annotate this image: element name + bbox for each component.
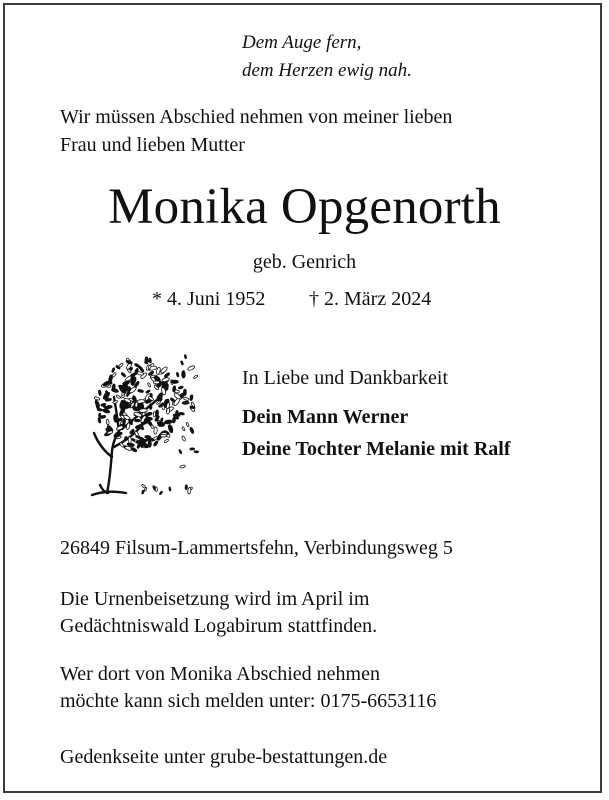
memorial-website: Gedenkseite unter grube-bestattungen.de bbox=[60, 746, 388, 768]
intro-line-1: Wir müssen Abschied nehmen von meiner lieben bbox=[60, 106, 453, 128]
contact-line-2: möchte kann sich melden unter: 0175-6653116 bbox=[60, 690, 437, 712]
mourners-heading: In Liebe und Dankbarkeit bbox=[242, 367, 449, 389]
burial-line-1: Die Urnenbeisetzung wird im April im bbox=[60, 588, 370, 610]
death-date: † 2. März 2024 bbox=[309, 288, 432, 310]
windblown-tree-icon bbox=[74, 347, 204, 497]
deceased-name: Monika Opgenorth bbox=[108, 179, 501, 235]
intro-line-2: Frau und lieben Mutter bbox=[60, 134, 245, 156]
birth-name: geb. Genrich bbox=[252, 251, 357, 273]
mourner-line-2: Deine Tochter Melanie mit Ralf bbox=[242, 438, 511, 460]
quote-line-1: Dem Auge fern, bbox=[242, 32, 362, 53]
address: 26849 Filsum-Lammertsfehn, Verbindungsweg 5 bbox=[60, 537, 453, 559]
quote-line-2: dem Herzen ewig nah. bbox=[242, 60, 412, 81]
birth-date: * 4. Juni 1952 bbox=[152, 288, 266, 310]
contact-line-1: Wer dort von Monika Abschied nehmen bbox=[60, 663, 380, 685]
burial-line-2: Gedächtniswald Logabirum stattfinden. bbox=[60, 615, 378, 637]
mourner-line-1: Dein Mann Werner bbox=[242, 406, 409, 428]
